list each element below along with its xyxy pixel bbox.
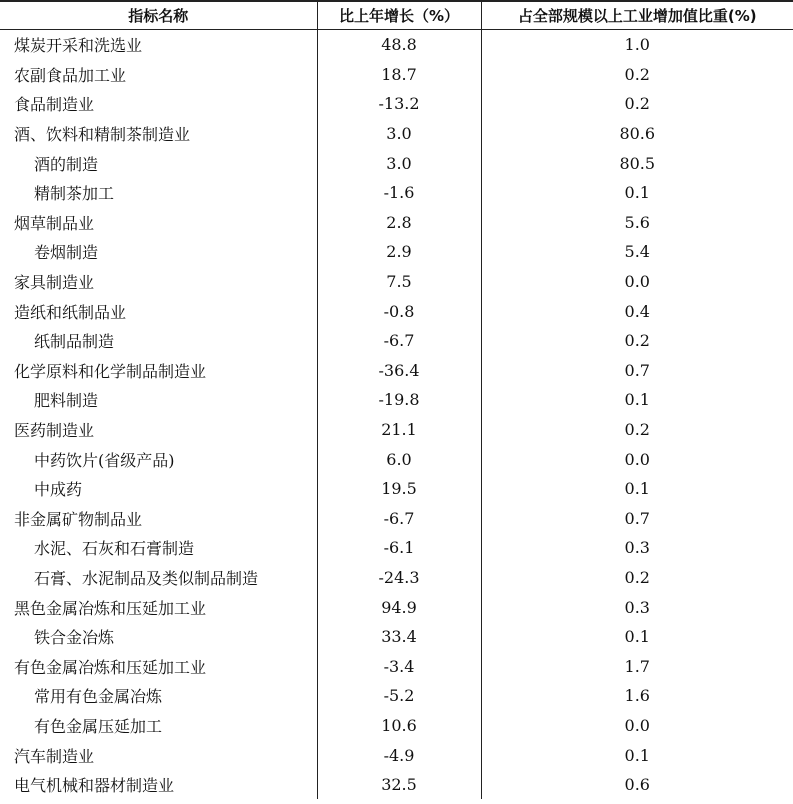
share-cell: 0.1 (624, 745, 650, 765)
growth-cell: 33.4 (317, 622, 481, 652)
indicator-name-cell: 有色金属冶炼和压延加工业 (14, 657, 207, 677)
table-row (0, 30, 793, 60)
share-cell: 0.0 (624, 449, 650, 469)
table-row (0, 296, 793, 326)
indicator-name-cell: 烟草制品业 (14, 213, 95, 233)
growth-cell: 2.9 (317, 237, 481, 267)
indicator-name-cell: 汽车制造业 (14, 746, 95, 766)
growth-cell: -0.8 (317, 296, 481, 326)
growth-cell: 2.8 (317, 208, 481, 238)
table-row (0, 415, 793, 445)
share-cell: 0.4 (624, 301, 650, 321)
header-row (0, 1, 793, 30)
table-row (0, 208, 793, 238)
table-row (0, 326, 793, 356)
growth-cell: 6.0 (317, 444, 481, 474)
share-cell: 0.1 (624, 627, 650, 647)
indicator-name-cell: 煤炭开采和洗选业 (14, 36, 143, 56)
share-cell: 80.6 (619, 124, 656, 144)
indicator-name-cell: 石膏、水泥制品及类似制品制造 (34, 568, 259, 588)
table-row (0, 592, 793, 622)
share-cell: 0.2 (624, 331, 650, 351)
growth-cell: -13.2 (317, 89, 481, 119)
indicator-name-cell: 纸制品制造 (34, 332, 115, 352)
indicator-name-cell: 水泥、石灰和石膏制造 (34, 539, 195, 559)
growth-cell: -1.6 (317, 178, 481, 208)
table-row (0, 681, 793, 711)
indicator-name-cell: 农副食品加工业 (14, 65, 127, 85)
share-cell: 0.1 (624, 479, 650, 499)
share-cell: 5.6 (624, 212, 650, 232)
growth-cell: 18.7 (317, 60, 481, 90)
share-cell: 0.6 (624, 775, 650, 795)
table-body (0, 30, 793, 800)
growth-cell: 32.5 (317, 770, 481, 800)
growth-cell: 94.9 (317, 592, 481, 622)
indicator-name-cell: 有色金属压延加工 (34, 716, 163, 736)
share-cell: 0.0 (624, 272, 650, 292)
table-row (0, 356, 793, 386)
growth-cell: -24.3 (317, 563, 481, 593)
table-row (0, 119, 793, 149)
growth-cell: 7.5 (317, 267, 481, 297)
table-row (0, 444, 793, 474)
table-row (0, 148, 793, 178)
table-row (0, 504, 793, 534)
growth-cell: -6.1 (317, 533, 481, 563)
table-row (0, 711, 793, 741)
table-row (0, 60, 793, 90)
growth-cell: 10.6 (317, 711, 481, 741)
table-row (0, 651, 793, 681)
indicator-name-cell: 食品制造业 (14, 95, 95, 115)
growth-cell: 19.5 (317, 474, 481, 504)
table-row (0, 385, 793, 415)
table-header (0, 1, 793, 30)
growth-cell: 3.0 (317, 119, 481, 149)
indicator-name-cell: 中成药 (34, 480, 83, 500)
indicator-name-cell: 黑色金属冶炼和压延加工业 (14, 598, 207, 618)
indicator-name-cell: 酒的制造 (34, 154, 99, 174)
indicator-name-cell: 酒、饮料和精制茶制造业 (14, 125, 191, 145)
share-cell: 0.1 (624, 390, 650, 410)
table-row (0, 770, 793, 800)
indicator-name-cell: 精制茶加工 (34, 184, 115, 204)
share-cell: 1.6 (624, 686, 650, 706)
indicator-name-cell: 常用有色金属冶炼 (34, 687, 163, 707)
indicator-name-cell: 电气机械和器材制造业 (14, 776, 175, 796)
growth-cell: -19.8 (317, 385, 481, 415)
indicator-name-cell: 化学原料和化学制品制造业 (14, 361, 207, 381)
header-indicator-name: 指标名称 (0, 1, 317, 30)
share-cell: 0.7 (624, 508, 650, 528)
growth-cell: -36.4 (317, 356, 481, 386)
share-cell: 0.7 (624, 360, 650, 380)
growth-cell: -4.9 (317, 740, 481, 770)
table-row (0, 740, 793, 770)
growth-cell: -5.2 (317, 681, 481, 711)
indicator-name-cell: 卷烟制造 (34, 243, 99, 263)
share-cell: 0.2 (624, 64, 650, 84)
indicator-name-cell: 肥料制造 (34, 391, 99, 411)
table-row (0, 178, 793, 208)
header-share: 占全部规模以上工业增加值比重(%) (481, 1, 793, 30)
growth-cell: 3.0 (317, 148, 481, 178)
header-growth: 比上年增长（%） (317, 1, 481, 30)
table-row (0, 533, 793, 563)
table-row (0, 89, 793, 119)
share-cell: 0.2 (624, 94, 650, 114)
growth-cell: -3.4 (317, 651, 481, 681)
share-cell: 0.3 (624, 538, 650, 558)
table-row (0, 622, 793, 652)
indicator-name-cell: 铁合金冶炼 (34, 628, 115, 648)
indicator-name-cell: 造纸和纸制品业 (14, 302, 127, 322)
indicator-name-cell: 家具制造业 (14, 273, 95, 293)
table-row (0, 474, 793, 504)
share-cell: 0.3 (624, 597, 650, 617)
table-row (0, 237, 793, 267)
indicator-name-cell: 中药饮片(省级产品) (34, 450, 175, 470)
share-cell: 80.5 (619, 153, 656, 173)
growth-cell: -6.7 (317, 504, 481, 534)
growth-cell: 48.8 (317, 30, 481, 60)
share-cell: 1.7 (624, 656, 650, 676)
table-row (0, 563, 793, 593)
growth-cell: 21.1 (317, 415, 481, 445)
share-cell: 0.2 (624, 420, 650, 440)
indicator-name-cell: 非金属矿物制品业 (14, 509, 143, 529)
share-cell: 1.0 (624, 35, 650, 55)
share-cell: 5.4 (624, 242, 650, 262)
growth-cell: -6.7 (317, 326, 481, 356)
table-row (0, 267, 793, 297)
share-cell: 0.0 (624, 715, 650, 735)
share-cell: 0.1 (624, 183, 650, 203)
share-cell: 0.2 (624, 567, 650, 587)
indicator-name-cell: 医药制造业 (14, 421, 95, 441)
